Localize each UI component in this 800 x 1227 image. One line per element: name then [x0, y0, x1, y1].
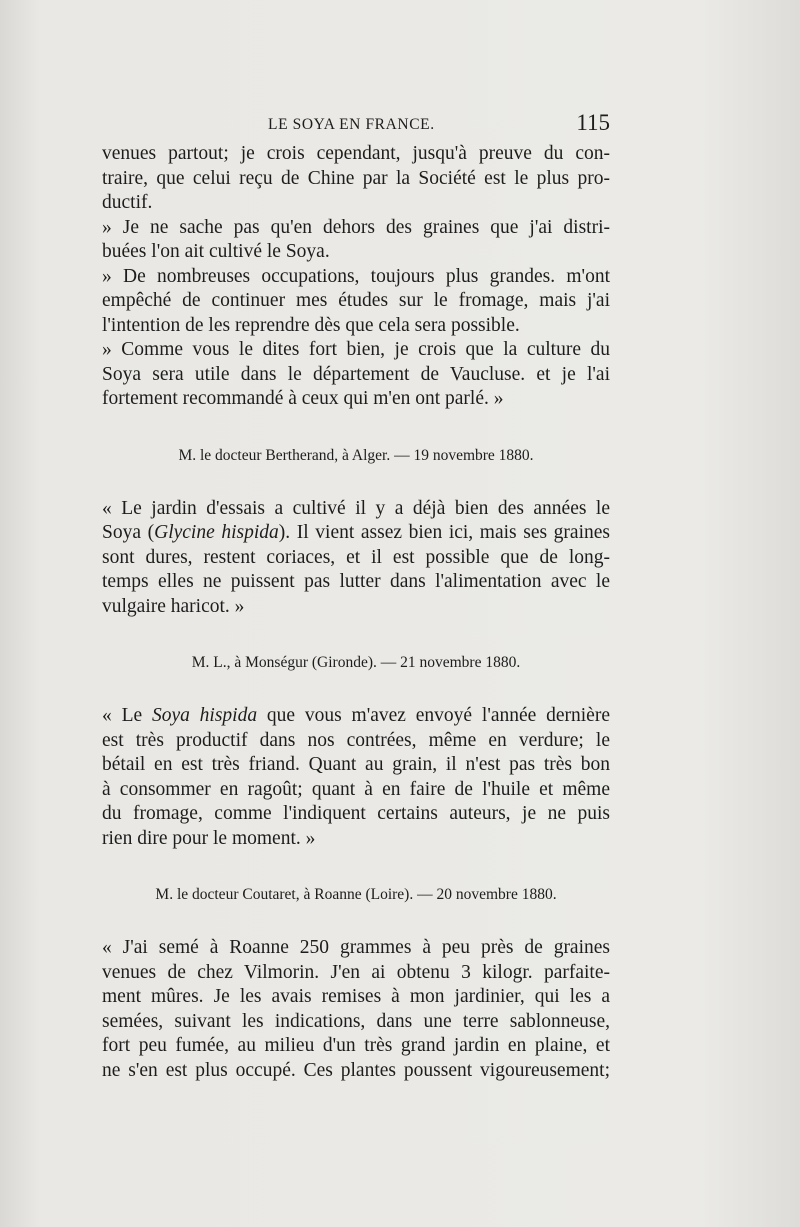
text-line: ment mûres. Je les avais remises à mon jardinier, qui les a — [102, 986, 610, 1007]
text-segment: ). Il vient assez bien ici, mais ses graines — [278, 522, 610, 543]
paragraph — [102, 704, 610, 851]
text-line: « J'ai semé à Roanne 250 grammes à peu près de graines — [102, 937, 610, 958]
italic-species-name: Glycine hispida — [154, 522, 279, 543]
text-line: semées, suivant les indications, dans une terre sablonneuse, — [102, 1010, 610, 1032]
text-line: fort peu fumée, au milieu d'un très grand jardin en plaine, et — [102, 1035, 610, 1056]
paragraph — [102, 216, 610, 265]
paragraph — [102, 338, 610, 412]
paragraph — [102, 265, 610, 339]
text-line: bétail en est très friand. Quant au grain, il n'est pas très bon — [102, 754, 610, 775]
running-title: LE SOYA EN FRANCE. — [268, 116, 435, 133]
text-line: fortement recommandé à ceux qui m'en ont parlé. » — [102, 388, 504, 409]
text-line: » De nombreuses occupations, toujours plus grandes. m'ont — [102, 265, 610, 287]
text-line: est très productif dans nos contrées, même en verdure; le — [102, 729, 610, 751]
paragraph — [102, 936, 610, 1083]
text-line: » Comme vous le dites fort bien, je crois que la culture du — [102, 339, 610, 360]
text-line: ne s'en est plus occupé. Ces plantes poussent vigoureusement; — [102, 1059, 610, 1081]
text-line: venues de chez Vilmorin. J'en ai obtenu 3 kilogr. parfaite- — [102, 961, 610, 983]
spacer — [102, 467, 610, 497]
text-line: temps elles ne puissent pas lutter dans l'alimentation avec le — [102, 571, 610, 592]
text-line — [102, 704, 610, 729]
spacer — [102, 851, 610, 884]
running-header — [100, 110, 610, 140]
text-line: traire, que celui reçu de Chine par la Société est le plus pro- — [102, 167, 610, 189]
text-line: empêché de continuer mes études sur le fromage, mais j'ai — [102, 290, 610, 311]
text-segment: « Le — [102, 705, 152, 726]
text-line: venues partout; je crois cependant, jusqu'à preuve du con- — [102, 143, 610, 164]
text-line: vulgaire haricot. » — [102, 595, 245, 617]
letter-heading-monsegur: M. L., à Monségur (Gironde). — 21 novembre 1880. — [191, 654, 521, 671]
text-line: « Le jardin d'essais a cultivé il y a déjà bien des années le — [102, 497, 610, 519]
spacer — [102, 674, 610, 704]
spacer — [102, 619, 610, 652]
spacer — [102, 906, 610, 936]
body-text — [102, 142, 610, 1083]
text-line: à consommer en ragoût; quant à en faire de l'huile et même — [102, 778, 610, 800]
text-line: buées l'on ait cultivé le Soya. — [102, 241, 330, 262]
paragraph — [102, 142, 610, 216]
text-line: du fromage, comme l'indiquent certains auteurs, je ne puis — [102, 803, 610, 824]
page-number: 115 — [576, 110, 610, 135]
text-line: ductif. — [102, 192, 153, 213]
italic-species-name: Soya hispida — [151, 705, 258, 726]
letter-heading-bertherand: M. le docteur Bertherand, à Alger. — 19 novembre 1880. — [178, 446, 534, 464]
text-segment: Soya ( — [102, 522, 155, 543]
text-line: rien dire pour le moment. » — [102, 827, 316, 849]
text-line — [102, 521, 610, 546]
text-line: » Je ne sache pas qu'en dehors des graines que j'ai distri- — [102, 216, 610, 238]
text-line: Soya sera utile dans le département de Vaucluse. et je l'ai — [102, 363, 610, 385]
text-segment: que vous m'avez envoyé l'année dernière — [257, 705, 610, 726]
paragraph — [102, 497, 610, 620]
letter-heading-coutaret: M. le docteur Coutaret, à Roanne (Loire). — 20 novembre 1880. — [155, 886, 557, 903]
spacer — [102, 412, 610, 445]
text-line: sont dures, restent coriaces, et il est possible que de long- — [102, 546, 610, 568]
text-line: l'intention de les reprendre dès que cela sera possible. — [102, 314, 520, 336]
